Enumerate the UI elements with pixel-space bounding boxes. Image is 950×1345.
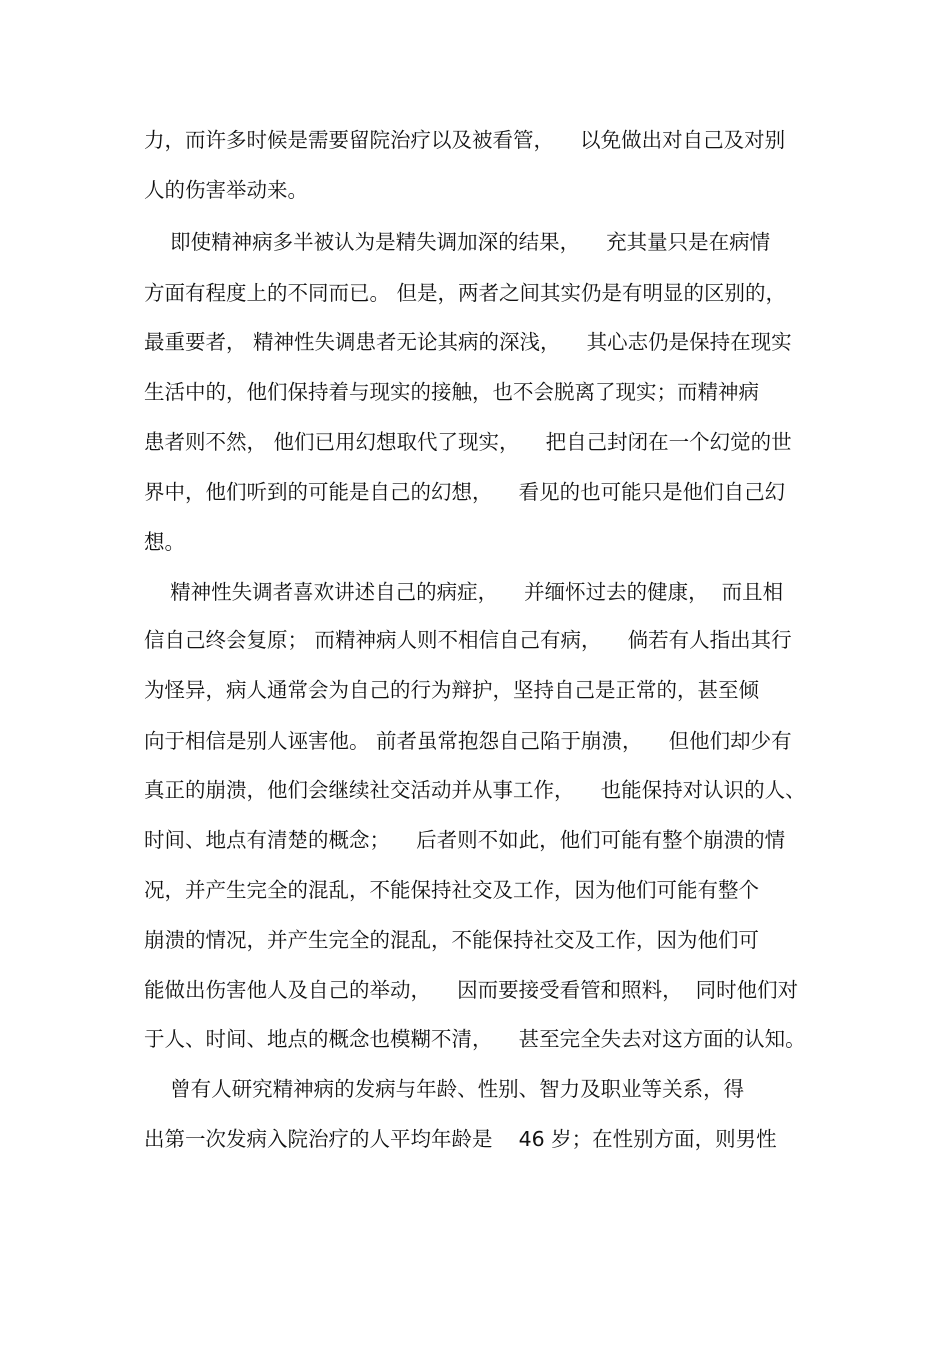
text-line: 能做出伤害他人及自己的举动， 因而要接受看管和照料， 同时他们对 [144,978,799,1002]
text-line: 崩溃的情况，并产生完全的混乱，不能保持社交及工作，因为他们可 [144,928,759,952]
text-line: 生活中的，他们保持着与现实的接触，也不会脱离了现实；而精神病 [144,380,759,404]
text-line: 精神性失调者喜欢讲述自己的病症， 并缅怀过去的健康， 而且相 [144,580,784,604]
text-line: 曾有人研究精神病的发病与年龄、性别、智力及职业等关系，得 [144,1077,745,1101]
text-line: 想。 [144,530,185,554]
text-line: 界中，他们听到的可能是自己的幻想， 看见的也可能只是他们自己幻 [144,480,786,504]
text-line: 为怪异，病人通常会为自己的行为辩护，坚持自己是正常的，甚至倾 [144,678,759,702]
text-line: 最重要者， 精神性失调患者无论其病的深浅， 其心志仍是保持在现实 [144,330,792,354]
text-line: 况，并产生完全的混乱，不能保持社交及工作，因为他们可能有整个 [144,878,759,902]
text-line: 人的伤害举动来。 [144,178,308,202]
text-line: 时间、地点有清楚的概念； 后者则不如此，他们可能有整个崩溃的情 [144,828,786,852]
text-line: 患者则不然， 他们已用幻想取代了现实， 把自己封闭在一个幻觉的世 [144,430,792,454]
text-line: 力，而许多时候是需要留院治疗以及被看管， 以免做出对自己及对别 [144,128,786,152]
text-line: 信自己终会复原； 而精神病人则不相信自己有病， 倘若有人指出其行 [144,628,792,652]
text-line: 出第一次发病入院治疗的人平均年龄是 46 岁；在性别方面，则男性 [144,1127,777,1151]
text-line: 于人、时间、地点的概念也模糊不清， 甚至完全失去对这方面的认知。 [144,1027,806,1051]
text-line: 方面有程度上的不同而已。 但是，两者之间其实仍是有明显的区别的， [144,281,787,305]
text-line: 即使精神病多半被认为是精失调加深的结果， 充其量只是在病情 [144,230,771,254]
text-line: 真正的崩溃，他们会继续社交活动并从事工作， 也能保持对认识的人、 [144,778,806,802]
text-line: 向于相信是别人诬害他。 前者虽常抱怨自己陷于崩溃， 但他们却少有 [144,729,792,753]
